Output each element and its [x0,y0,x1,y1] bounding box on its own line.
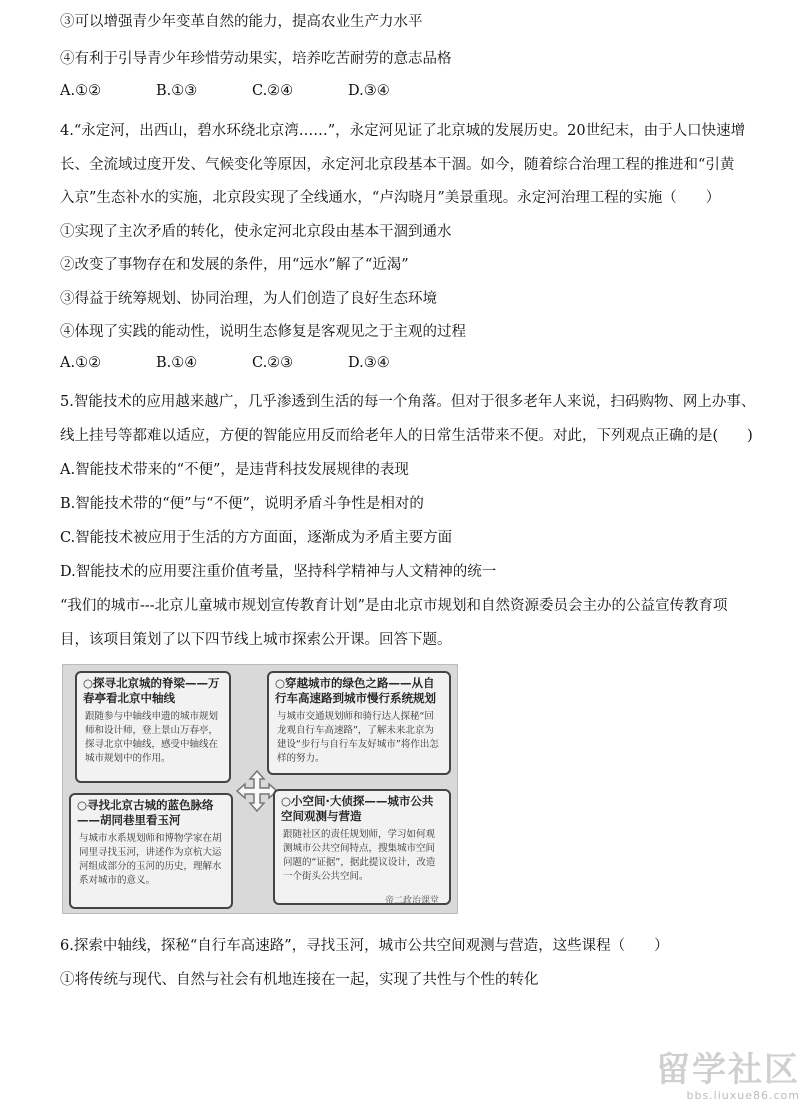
q4-option-b: B.①④ [156,355,198,371]
q3-option-c: C.②④ [252,83,294,99]
q4-option-a: A.①② [60,355,102,371]
course-box-2-title: ○穿越城市的绿色之路——从自行车高速路到城市慢行系统规划 [275,676,436,705]
figure-watermark: 帝二政治课堂 [385,896,440,906]
site-logo-text: 留学社区 [656,1050,800,1090]
q4-item-4: ④体现了实践的能动性，说明生态修复是客观见之于主观的过程 [60,324,466,340]
q4-options [60,355,444,371]
q6-stem: 6.探索中轴线，探秘“自行车高速路”，寻找玉河，城市公共空间观测与营造，这些课程（ ） [60,938,669,954]
q5-stem-line-2: 线上挂号等都难以适应，方便的智能应用反而给老年人的日常生活带来不便。对此，下列观点正确的是( ) [60,428,753,444]
course-box-1-body: 跟随参与中轴线申遗的城市规划师和设计师，登上景山万春亭，探寻北京中轴线，感受中轴线在城市规划中的作用。 [85,711,219,764]
q5-option-b: B.智能技术带的“便”与“不便”，说明矛盾斗争性是相对的 [60,496,424,512]
q5-option-d: D.智能技术的应用要注重价值考量，坚持科学精神与人文精神的统一 [60,564,497,580]
q3-options [60,83,444,99]
course-box-3 [69,793,233,909]
course-box-2-body: 与城市交通规划师和骑行达人探秘“回龙观自行车高速路”，了解未来北京为建设“步行与自行车友好城市”将作出怎样的努力。 [277,711,439,764]
site-logo [656,1051,800,1102]
course-box-4-body: 跟随社区的责任规划师，学习如何观测城市公共空间特点，搜集城市空间问题的“证据”，据此提议设计，改造一个街头公共空间。 [283,829,436,882]
q4-stem-line-3: 入京”生态补水的实施，北京段实现了全线通水，“卢沟晓月”美景重现。永定河治理工程的实施（ ） [60,190,721,206]
q5-option-c: C.智能技术被应用于生活的方方面面，逐渐成为矛盾主要方面 [60,530,453,546]
q4-item-2: ②改变了事物存在和发展的条件，用“远水”解了“近渴” [60,257,409,273]
q4-stem-line-2: 长、全流域过度开发、气候变化等原因，永定河北京段基本干涸。如今，随着综合治理工程的推进和“引黄 [60,157,735,173]
q6-item-1: ①将传统与现代、自然与社会有机地连接在一起，实现了共性与个性的转化 [60,972,539,988]
q4-option-c: C.②③ [252,355,294,371]
course-box-1-title: ○探寻北京城的脊梁——万春亭看北京中轴线 [83,676,220,705]
q5-stem-line-1: 5.智能技术的应用越来越广，几乎渗透到生活的每一个角落。但对于很多老年人来说，扫码购物、网上办事、 [60,394,756,410]
q3-option-a: A.①② [60,83,102,99]
q3-option-d: D.③④ [348,83,390,99]
course-box-3-title: ○寻找北京古城的蓝色脉络——胡同巷里看玉河 [77,798,214,827]
q3-item-4: ④有利于引导青少年珍惜劳动果实，培养吃苦耐劳的意志品格 [60,51,452,67]
q5-option-a: A.智能技术带来的“不便”，是违背科技发展规律的表现 [60,462,409,478]
q4-option-d: D.③④ [348,355,390,371]
course-box-3-body: 与城市水系规划师和博物学家在胡同里寻找玉河，讲述作为京杭大运河组成部分的玉河的历史，理解水系对城市的意义。 [79,833,222,886]
course-box-4-title: ○小空间·大侦探——城市公共空间观测与营造 [281,794,434,823]
q3-item-3: ③可以增强青少年变革自然的能力，提高农业生产力水平 [60,14,423,30]
course-box-4 [273,789,451,905]
course-figure [62,664,458,914]
site-logo-url: bbs.liuxue86.com [686,1089,800,1102]
course-box-1 [75,671,231,783]
course-box-2 [267,671,451,775]
intro-line-2: 目，该项目策划了以下四节线上城市探索公开课。回答下题。 [60,632,452,648]
q4-item-3: ③得益于统筹规划、协同治理，为人们创造了良好生态环境 [60,291,437,307]
intro-line-1: “我们的城市---北京儿童城市规划宣传教育计划”是由北京市规划和自然资源委员会主办的公益宣传教育项 [60,598,728,614]
q4-item-1: ①实现了主次矛盾的转化，使永定河北京段由基本干涸到通水 [60,224,452,240]
q3-option-b: B.①③ [156,83,198,99]
q4-stem-line-1: 4.“永定河，出西山，碧水环绕北京湾……”，永定河见证了北京城的发展历史。20世纪末，由于人口快速增 [60,123,746,139]
